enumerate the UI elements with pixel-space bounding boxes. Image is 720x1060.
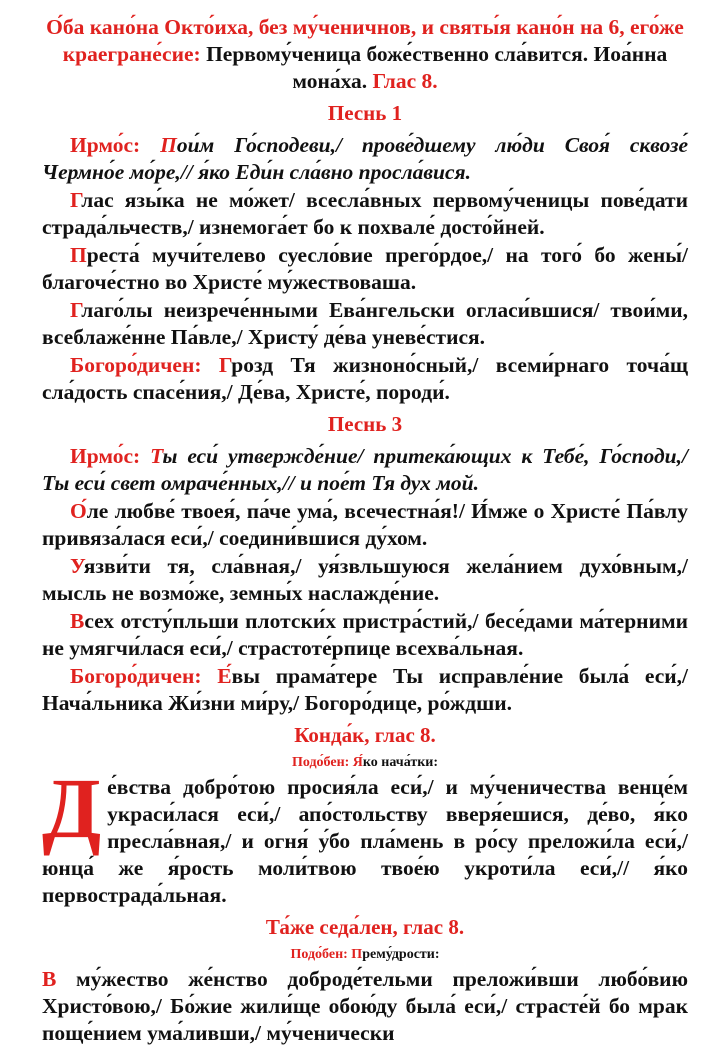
irmos-label: Ирмо́с: [70, 133, 161, 157]
ode3-heading: Песнь 3 [327, 412, 403, 436]
troparion-text: сех отсту́пльши плотски́х пристра́стий,/ бесе́дами ма́терними не умягчи́лася еси́,/ страстоте́рпице всехва́льная. [42, 609, 688, 660]
theotokion-text: розд Тя жизноно́сный,/ всеми́рнаго точа́щ сла́дость спасе́ния,/ Де́ва, Христе́, породи́. [42, 353, 688, 404]
troparion-initial: О́ [70, 499, 87, 523]
troparion [42, 608, 688, 662]
podoben-initial: П [351, 947, 363, 962]
intro-tone: Глас 8. [372, 69, 438, 93]
troparion-text: реста́ мучи́телево суесло́вие прего́рдое,/ на того́ бо жены́/ благоче́стно во Христе́ му́жествоваша. [42, 243, 688, 294]
ode3-theotokion [42, 663, 688, 717]
troparion [42, 242, 688, 296]
theotokion-label: Богоро́дичен: [70, 353, 219, 377]
troparion-text: ле любве́ твоея́, па́че ума́, всечестна́я!/ И́мже о Христе́ Па́влу привяза́лася еси́,/ соедини́вшися ду́хом. [42, 499, 688, 550]
troparion-initial: У [70, 554, 84, 578]
ode3-irmos [42, 443, 688, 497]
troparion-initial: В [70, 609, 85, 633]
irmos-text: ы еси́ утвержде́ние/ притека́ющих к Тебе́, Го́споди,/ Ты еси́ свет омраче́нных,// и пое́т Тя дух мой. [42, 444, 688, 495]
troparion-initial: Г [70, 298, 82, 322]
troparion-initial: Г [70, 188, 82, 212]
sedalen-podoben [42, 946, 688, 964]
podoben-initial: Я́ [352, 755, 363, 770]
intro-black-text: Первому́ченица боже́ственно сла́вится. Иоа́нна мона́ха. [206, 42, 668, 93]
troparion-text: лаго́лы неизрече́нными Ева́нгельски огласи́вшися/ твои́ми, всеблаже́нне Па́вле,/ Христу́ де́ва уневе́стися. [42, 298, 688, 349]
podoben-text: рему́дрости: [362, 947, 440, 962]
troparion [42, 187, 688, 241]
kontakion-podoben [42, 754, 688, 772]
theotokion-initial: Е́ [217, 664, 232, 688]
irmos-initial: Т [150, 444, 163, 468]
sedalen-text-block [42, 966, 688, 1047]
kontakion-heading: Конда́к, глас 8. [294, 723, 436, 747]
kontakion-text: е́вства добро́тою просия́ла еси́,/ и му́ченичества венце́м украси́лася еси́,/ апо́стольству вверя́ешися, де́во, я́ко пресла́вная,/ и огня́ у́бо пла́мень в ро́су преложи́ла еси́,/ юнца́ же я́рость моли́твою твое́ю укроти́ла еси́,// я́ко первострада́льная. [42, 775, 688, 907]
ode1-heading: Песнь 1 [327, 101, 403, 125]
ode1-irmos [42, 132, 688, 186]
troparion-initial: П [70, 243, 87, 267]
podoben-text: ко нача́тки: [362, 755, 439, 770]
theotokion-initial: Г [218, 353, 232, 377]
irmos-initial: П [160, 133, 177, 157]
podoben-label: Подо́бен: [291, 755, 353, 770]
irmos-text: ои́м Го́сподеви,/ прове́дшему лю́ди Своя́ сквозе́ Чермно́е мо́ре,// я́ко Еди́н сла́вно просла́вися. [42, 133, 689, 184]
ode1-theotokion [42, 352, 688, 406]
podoben-label: Подо́бен: [290, 947, 352, 962]
canon-intro [42, 14, 688, 95]
sedalen-heading: Та́же седа́лен, глас 8. [265, 915, 465, 939]
theotokion-text: вы прама́тере Ты исправле́ние была́ еси́,/ Нача́льника Жи́зни ми́ру,/ Богоро́дице, ро́ждши. [42, 664, 688, 715]
kontakion-dropcap: Д [42, 760, 102, 856]
troparion [42, 498, 688, 552]
sedalen-initial: В [42, 967, 57, 991]
troparion-text: лас язы́ка не мо́жет/ всесла́вных первому́ченицы пове́дати страда́льчеств,/ изнемога́ет бо к похвале́ досто́йней. [42, 188, 688, 239]
irmos-label: Ирмо́с: [70, 444, 151, 468]
troparion [42, 553, 688, 607]
theotokion-label: Богоро́дичен: [70, 664, 218, 688]
sedalen-text: му́жество же́нство доброде́тельми преложи́вши любо́вию Христо́вою,/ Бо́жие жили́ще обою́ду была́ еси́,/ страсте́й бо мрак поще́нием ума́ливши,/ му́ченически [42, 967, 688, 1045]
troparion-text: язви́ти тя, сла́вная,/ уя́звльшуюся жела́нием духо́вным,/ мысль не возмо́же, земны́х наслажде́ние. [42, 554, 688, 605]
intro-red-text: О́ба кано́на Окто́иха, без му́ченичнов, и святы́я кано́н на 6, его́же краегране́сие: [46, 15, 684, 66]
troparion [42, 297, 688, 351]
